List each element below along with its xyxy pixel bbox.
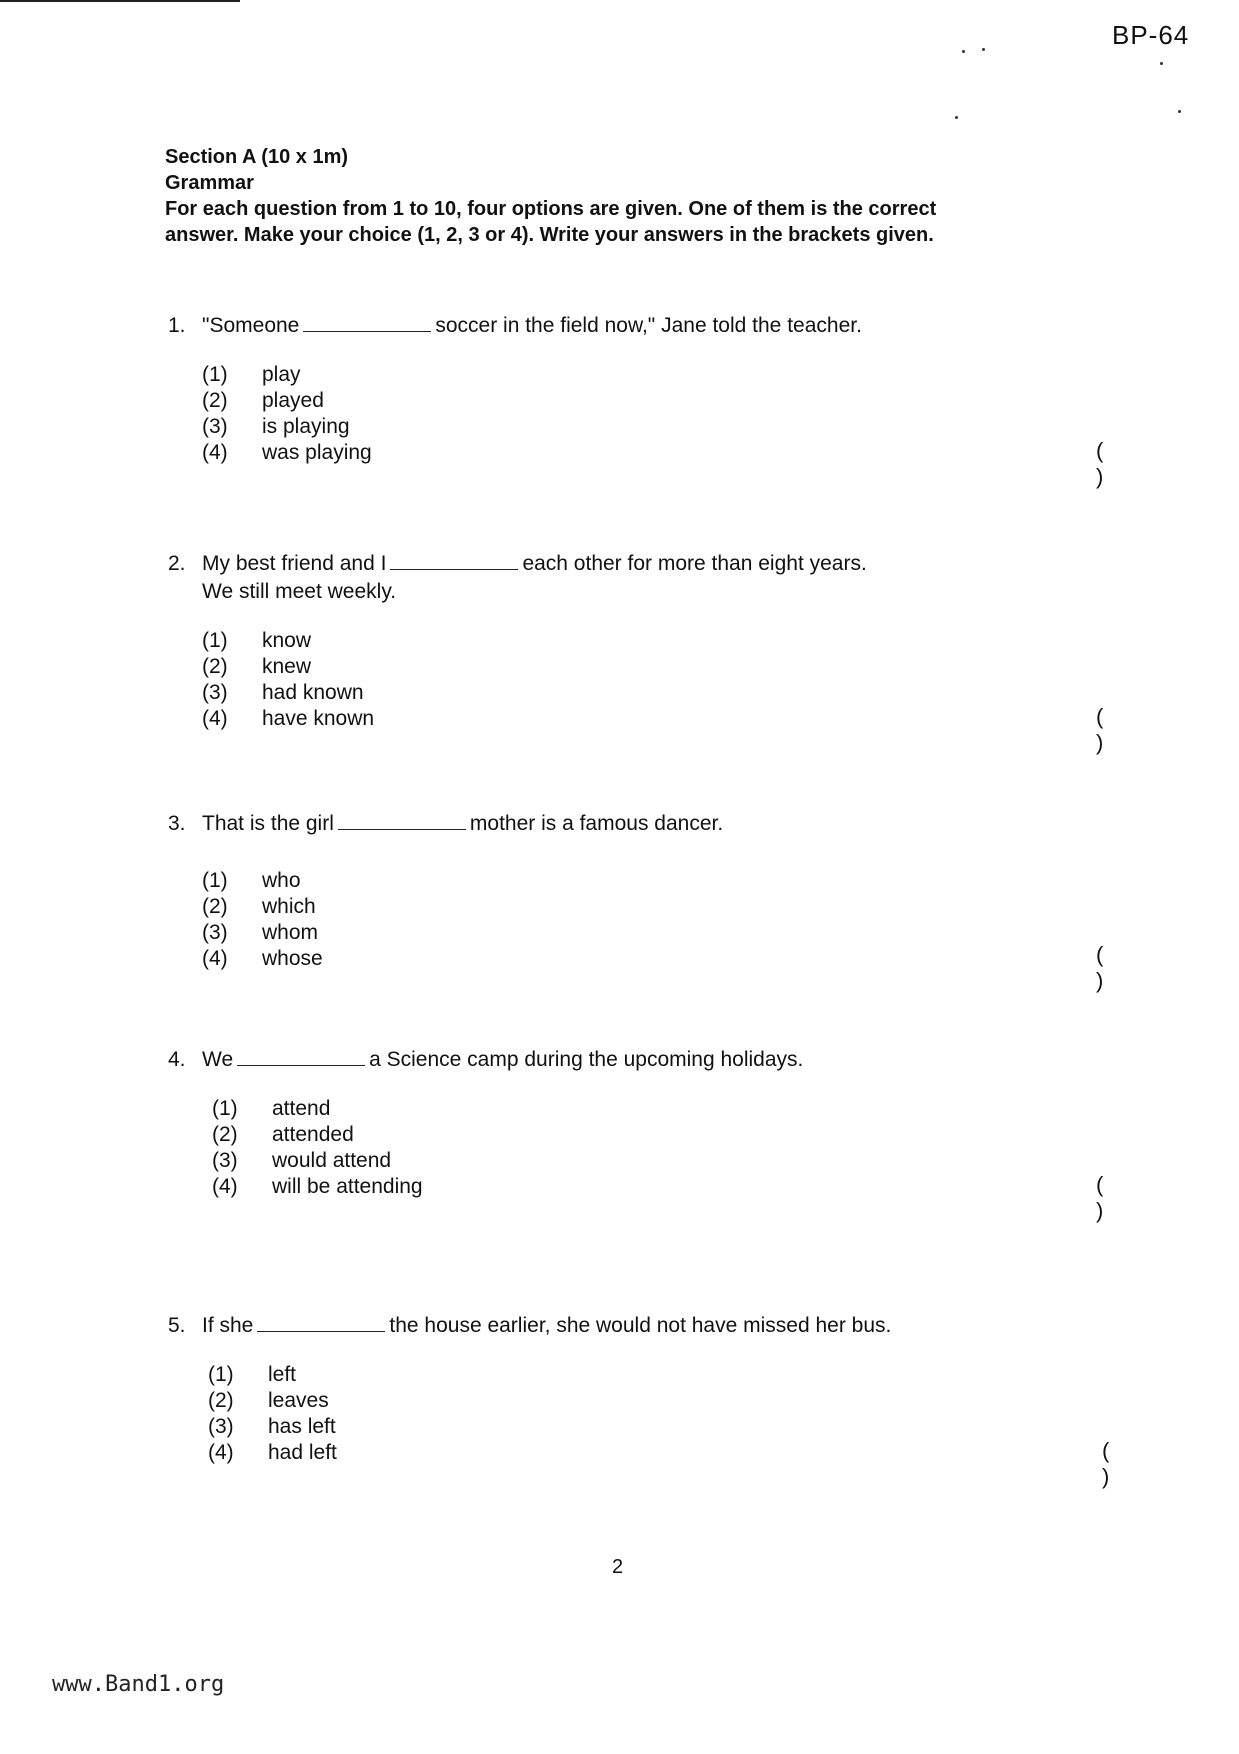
option-item — [202, 706, 1068, 732]
option-number: (2) — [202, 655, 228, 678]
answer-bracket[interactable] — [1096, 704, 1151, 756]
option-number: (3) — [212, 1149, 238, 1172]
question-number: 1. — [168, 314, 186, 337]
option-item — [202, 628, 1068, 654]
option-item — [212, 1174, 1068, 1200]
page-number: 2 — [612, 1556, 624, 1578]
answer-bracket[interactable] — [1096, 942, 1151, 994]
options-list — [208, 1362, 1068, 1466]
bracket-close: ) — [1096, 730, 1104, 755]
option-text: was playing — [262, 441, 372, 464]
option-item — [208, 1362, 1068, 1388]
answer-bracket[interactable] — [1102, 1438, 1157, 1490]
question-3 — [168, 810, 1104, 993]
options-list — [202, 868, 1068, 972]
option-number: (1) — [212, 1097, 238, 1120]
option-text: which — [262, 895, 316, 918]
option-item — [202, 946, 1068, 972]
question-5 — [168, 1312, 1110, 1489]
question-4 — [168, 1046, 1104, 1223]
scan-speck — [982, 48, 985, 51]
question-text — [202, 312, 862, 340]
answer-blank — [257, 1313, 385, 1332]
question-2 — [168, 550, 1104, 755]
bracket-open: ( — [1096, 438, 1104, 463]
instruction-line-1: For each question from 1 to 10, four options are given. One of them is the correct — [165, 198, 937, 220]
options-list — [202, 628, 1068, 732]
option-item — [202, 654, 1068, 680]
question-text — [202, 1046, 803, 1074]
option-item — [202, 414, 1068, 440]
section-subtitle: Grammar — [165, 172, 254, 194]
question-number: 4. — [168, 1048, 186, 1071]
option-text: know — [262, 629, 312, 652]
option-text: played — [262, 389, 324, 412]
section-header — [165, 144, 1095, 248]
scan-speck — [1178, 110, 1181, 113]
option-number: (1) — [202, 629, 228, 652]
option-text: attend — [272, 1097, 331, 1120]
option-number: (4) — [208, 1441, 234, 1464]
question-text — [202, 1312, 891, 1340]
option-item — [202, 440, 1068, 466]
option-text: whom — [262, 921, 319, 944]
bracket-close: ) — [1096, 1198, 1104, 1223]
option-number: (4) — [212, 1175, 238, 1198]
question-number: 2. — [168, 552, 186, 575]
stem-after: mother is a famous dancer. — [469, 812, 724, 835]
bracket-close: ) — [1096, 968, 1104, 993]
answer-blank — [303, 313, 431, 332]
question-stem — [168, 550, 1068, 578]
option-number: (4) — [202, 947, 228, 970]
option-number: (1) — [202, 363, 228, 386]
bracket-open: ( — [1096, 704, 1104, 729]
option-text: would attend — [272, 1149, 392, 1172]
scan-speck — [962, 50, 965, 53]
option-text: is playing — [262, 415, 350, 438]
scan-speck — [955, 116, 958, 119]
option-number: (2) — [208, 1389, 234, 1412]
scan-edge-line — [0, 0, 240, 2]
answer-blank — [338, 811, 466, 830]
option-number: (3) — [202, 415, 228, 438]
option-number: (2) — [202, 895, 228, 918]
stem-after: soccer in the field now," Jane told the teacher. — [435, 314, 862, 337]
option-text: left — [268, 1363, 297, 1386]
option-item — [202, 920, 1068, 946]
option-number: (4) — [202, 707, 228, 730]
bracket-close: ) — [1102, 1464, 1110, 1489]
option-text: attended — [272, 1123, 354, 1146]
option-item — [202, 362, 1068, 388]
option-text: have known — [262, 707, 375, 730]
page-code: BP-64 — [1112, 20, 1190, 50]
option-item — [202, 868, 1068, 894]
stem-after: each other for more than eight years. — [522, 552, 867, 575]
question-text — [202, 810, 723, 838]
question-stem — [168, 1312, 1068, 1340]
option-number: (4) — [202, 441, 228, 464]
option-text: play — [262, 363, 301, 386]
option-text: will be attending — [272, 1175, 423, 1198]
answer-blank — [237, 1047, 365, 1066]
option-number: (1) — [208, 1363, 234, 1386]
stem-after: a Science camp during the upcoming holidays. — [369, 1048, 804, 1071]
question-text-line-2: We still meet weekly. — [202, 580, 397, 603]
option-item — [212, 1148, 1068, 1174]
option-item — [202, 388, 1068, 414]
instruction-line-2: answer. Make your choice (1, 2, 3 or 4). Write your answers in the brackets given. — [165, 224, 934, 246]
question-number: 3. — [168, 812, 186, 835]
option-number: (1) — [202, 869, 228, 892]
answer-bracket[interactable] — [1096, 438, 1151, 490]
stem-before: "Someone — [202, 314, 300, 337]
option-text: who — [262, 869, 301, 892]
option-text: leaves — [268, 1389, 329, 1412]
question-1 — [168, 312, 1104, 489]
question-number: 5. — [168, 1314, 186, 1337]
option-item — [208, 1388, 1068, 1414]
option-number: (2) — [202, 389, 228, 412]
footer-url: www.Band1.org — [52, 1672, 225, 1697]
option-item — [208, 1440, 1068, 1466]
option-item — [202, 680, 1068, 706]
option-number: (3) — [202, 681, 228, 704]
option-number: (3) — [202, 921, 228, 944]
answer-blank — [390, 551, 518, 570]
option-number: (2) — [212, 1123, 238, 1146]
option-number: (3) — [208, 1415, 234, 1438]
option-item — [212, 1096, 1068, 1122]
option-text: whose — [262, 947, 323, 970]
options-list — [202, 362, 1068, 466]
section-title: Section A (10 x 1m) — [165, 146, 349, 168]
bracket-open: ( — [1102, 1438, 1110, 1463]
question-stem — [168, 1046, 1068, 1074]
stem-after: the house earlier, she would not have missed her bus. — [389, 1314, 892, 1337]
scan-speck — [1160, 62, 1163, 65]
option-text: had known — [262, 681, 364, 704]
stem-before: We — [202, 1048, 234, 1071]
stem-before: That is the girl — [202, 812, 334, 835]
bracket-open: ( — [1096, 942, 1104, 967]
option-text: knew — [262, 655, 312, 678]
stem-before: My best friend and I — [202, 552, 387, 575]
option-item — [212, 1122, 1068, 1148]
option-text: has left — [268, 1415, 336, 1438]
question-stem — [168, 810, 1068, 838]
bracket-open: ( — [1096, 1172, 1104, 1197]
option-text: had left — [268, 1441, 337, 1464]
bracket-close: ) — [1096, 464, 1104, 489]
question-text — [202, 550, 867, 578]
option-item — [202, 894, 1068, 920]
question-stem — [168, 312, 1068, 340]
stem-before: If she — [202, 1314, 254, 1337]
options-list — [212, 1096, 1068, 1200]
option-item — [208, 1414, 1068, 1440]
answer-bracket[interactable] — [1096, 1172, 1151, 1224]
